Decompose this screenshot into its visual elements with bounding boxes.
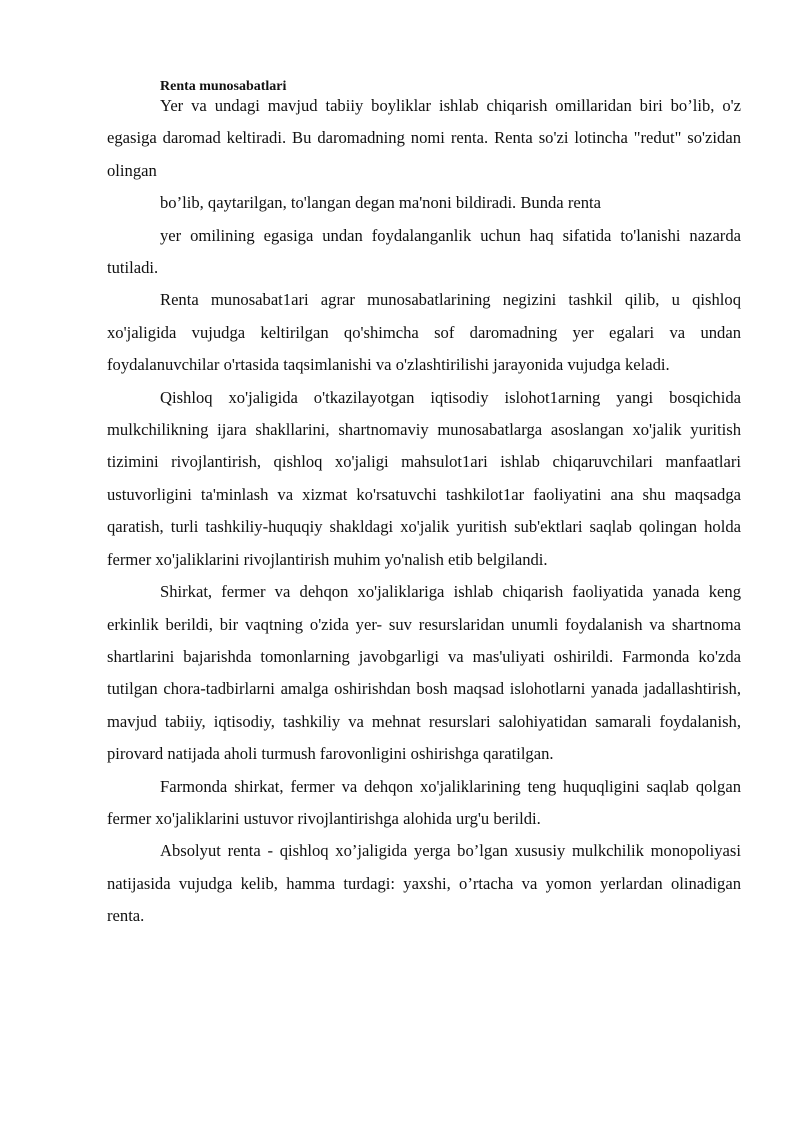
document-body: [107, 90, 741, 933]
paragraph-3: yer omilining egasiga undan foydalanganlik uchun haq sifatida to'lanishi nazarda tutiladi.: [107, 225, 741, 278]
paragraph-5: Qishloq xo'jaligida o'tkazilayotgan iqtisodiy islohot1arning yangi bosqichida mulkchilikning ijara shakllarini, shartnomaviy munosabatlarga asoslangan xo'jalik yuritish tizimini rivojlantirish, qishloq xo'jaligi mahsulot1ari ishlab chiqaruvchilari manfaatlari ustuvorligini ta'minlash va xizmat ko'rsatuvchi tashkilot1ar faoliyatini ana shu maqsadga qaratish, turli tashkiliy-huquqiy shakldagi xo'jalik yuritish sub'ektlari saqlab qolingan holda fermer xo'jaliklarini rivojlantirish muhim yo'nalish etib belgilandi.: [107, 387, 741, 569]
paragraph-1: Yer va undagi mavjud tabiiy boyliklar ishlab chiqarish omillaridan biri bo’lib, o'z egasiga daromad keltiradi. Bu daromadning nomi renta. Renta so'zi lotincha "redut" so'zidan olingan: [107, 96, 741, 180]
paragraph-2: bo’lib, qaytarilgan, to'langan degan ma'noni bildiradi. Bunda renta: [160, 193, 601, 213]
paragraph-7: Farmonda shirkat, fermer va dehqon xo'jaliklarining teng huquqligini saqlab qolgan fermer xo'jaliklarini ustuvor rivojlantirishga alohida urg'u berildi.: [107, 776, 741, 828]
paragraph-6: Shirkat, fermer va dehqon xo'jaliklariga ishlab chiqarish faoliyatida yanada keng erkinlik berildi, bir vaqtning o'zida yer- suv resurslaridan unumli foydalanish va shartnoma shartlarini bajarishda tomonlarning javobgarligi va mas'uliyati oshirildi. Farmonda ko'zda tutilgan chora-tadbirlarni amalga oshirishdan bosh maqsad islohotlarni yanada jadallashtirish, mavjud tabiiy, iqtisodiy, tashkiliy va mehnat resurslari salohiyatidan samarali foydalanish, pirovard natijada aholi turmush farovonligini oshirishga qaratilgan.: [107, 582, 741, 764]
paragraph-8: Absolyut renta - qishloq xo’jaligida yerga bo’lgan xususiy mulkchilik monopoliyasi natijasida vujudga kelib, hamma turdagi: yaxshi, o’rtacha va yomon yerlardan olinadigan renta.: [107, 841, 741, 926]
paragraph-4: Renta munosabat1ari agrar munosabatlarining negizini tashkil qilib, u qishloq xo'jaligida vujudga keltirilgan qo'shimcha sof daromadning yer egalari va undan foydalanuvchilar o'rtasida taqsimlanishi va o'zlashtirilishi jarayonida vujudga keladi.: [107, 290, 741, 375]
section-heading: Renta munosabatlari: [160, 79, 287, 94]
